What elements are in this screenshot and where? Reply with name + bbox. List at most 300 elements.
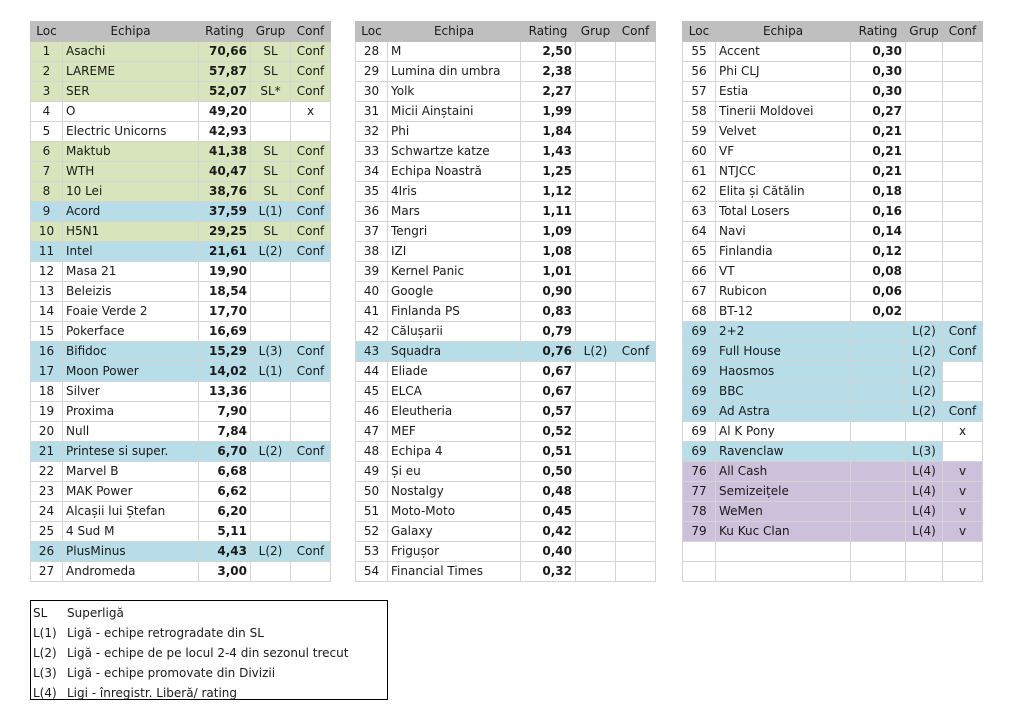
cell-loc[interactable]: 56 <box>683 62 716 82</box>
cell-team[interactable]: Estia <box>716 82 851 102</box>
cell-conf[interactable] <box>291 482 331 502</box>
cell-group[interactable] <box>576 102 616 122</box>
cell-loc[interactable]: 76 <box>683 462 716 482</box>
cell-team[interactable]: MAK Power <box>63 482 199 502</box>
cell-team[interactable]: Squadra <box>388 342 521 362</box>
cell-loc[interactable]: 57 <box>683 82 716 102</box>
cell-group[interactable] <box>906 542 943 562</box>
cell-rating[interactable]: 1,25 <box>521 162 576 182</box>
cell-group[interactable]: L(2) <box>906 382 943 402</box>
cell-team[interactable]: Și eu <box>388 462 521 482</box>
cell-team[interactable]: Financial Times <box>388 562 521 582</box>
cell-loc[interactable]: 2 <box>31 62 63 82</box>
cell-conf[interactable] <box>943 62 983 82</box>
cell-loc[interactable]: 31 <box>356 102 388 122</box>
cell-team[interactable]: Marvel B <box>63 462 199 482</box>
cell-group[interactable]: L(2) <box>906 402 943 422</box>
cell-conf[interactable] <box>616 362 656 382</box>
cell-loc[interactable]: 47 <box>356 422 388 442</box>
cell-conf[interactable]: Conf <box>291 182 331 202</box>
cell-conf[interactable] <box>616 542 656 562</box>
cell-loc[interactable]: 7 <box>31 162 63 182</box>
cell-team[interactable]: O <box>63 102 199 122</box>
cell-conf[interactable] <box>291 262 331 282</box>
cell-rating[interactable]: 14,02 <box>199 362 251 382</box>
cell-loc[interactable]: 39 <box>356 262 388 282</box>
cell-conf[interactable]: Conf <box>616 342 656 362</box>
cell-loc[interactable]: 17 <box>31 362 63 382</box>
cell-conf[interactable] <box>616 162 656 182</box>
cell-conf[interactable]: v <box>943 522 983 542</box>
cell-team[interactable]: Ravenclaw <box>716 442 851 462</box>
cell-rating[interactable]: 13,36 <box>199 382 251 402</box>
cell-group[interactable] <box>576 462 616 482</box>
cell-group[interactable] <box>906 102 943 122</box>
cell-loc[interactable]: 29 <box>356 62 388 82</box>
cell-conf[interactable] <box>943 382 983 402</box>
cell-rating[interactable] <box>851 442 906 462</box>
cell-group[interactable] <box>906 142 943 162</box>
cell-rating[interactable]: 0,52 <box>521 422 576 442</box>
cell-group[interactable] <box>576 262 616 282</box>
cell-group[interactable] <box>576 142 616 162</box>
cell-loc[interactable]: 14 <box>31 302 63 322</box>
cell-group[interactable] <box>251 562 291 582</box>
cell-team[interactable]: Rubicon <box>716 282 851 302</box>
cell-team[interactable]: Lumina din umbra <box>388 62 521 82</box>
cell-conf[interactable] <box>616 102 656 122</box>
cell-loc[interactable]: 77 <box>683 482 716 502</box>
cell-conf[interactable] <box>616 482 656 502</box>
cell-conf[interactable] <box>291 522 331 542</box>
header-conf[interactable]: Conf <box>291 22 331 42</box>
cell-conf[interactable] <box>943 42 983 62</box>
header-group[interactable]: Grup <box>251 22 291 42</box>
cell-conf[interactable] <box>291 402 331 422</box>
cell-conf[interactable]: Conf <box>291 362 331 382</box>
cell-loc[interactable]: 35 <box>356 182 388 202</box>
header-team[interactable]: Echipa <box>388 22 521 42</box>
cell-team[interactable]: Phi CLJ <box>716 62 851 82</box>
cell-rating[interactable] <box>851 522 906 542</box>
cell-rating[interactable]: 41,38 <box>199 142 251 162</box>
cell-team[interactable]: 4Iris <box>388 182 521 202</box>
cell-loc[interactable]: 10 <box>31 222 63 242</box>
cell-group[interactable]: SL <box>251 182 291 202</box>
cell-loc[interactable]: 50 <box>356 482 388 502</box>
cell-loc[interactable]: 69 <box>683 342 716 362</box>
cell-team[interactable]: Maktub <box>63 142 199 162</box>
cell-group[interactable] <box>251 382 291 402</box>
cell-rating[interactable]: 0,83 <box>521 302 576 322</box>
cell-group[interactable] <box>576 222 616 242</box>
cell-group[interactable] <box>576 182 616 202</box>
cell-group[interactable] <box>906 562 943 582</box>
cell-conf[interactable] <box>943 182 983 202</box>
cell-group[interactable] <box>576 202 616 222</box>
cell-rating[interactable]: 19,90 <box>199 262 251 282</box>
cell-conf[interactable]: Conf <box>943 322 983 342</box>
cell-group[interactable] <box>576 282 616 302</box>
cell-team[interactable]: Finlandia <box>716 242 851 262</box>
header-loc[interactable]: Loc <box>356 22 388 42</box>
cell-loc[interactable]: 37 <box>356 222 388 242</box>
cell-team[interactable]: Schwartze katze <box>388 142 521 162</box>
cell-rating[interactable]: 1,43 <box>521 142 576 162</box>
cell-loc[interactable]: 49 <box>356 462 388 482</box>
cell-team[interactable]: Yolk <box>388 82 521 102</box>
cell-loc[interactable]: 68 <box>683 302 716 322</box>
cell-conf[interactable] <box>616 262 656 282</box>
cell-loc[interactable]: 3 <box>31 82 63 102</box>
cell-group[interactable] <box>906 302 943 322</box>
cell-team[interactable]: Accent <box>716 42 851 62</box>
cell-rating[interactable]: 0,21 <box>851 162 906 182</box>
cell-team[interactable]: 2+2 <box>716 322 851 342</box>
cell-loc[interactable]: 13 <box>31 282 63 302</box>
cell-rating[interactable]: 0,50 <box>521 462 576 482</box>
cell-team[interactable]: Micii Ainștaini <box>388 102 521 122</box>
cell-loc[interactable]: 66 <box>683 262 716 282</box>
cell-team[interactable]: 4 Sud M <box>63 522 199 542</box>
cell-team[interactable]: Haosmos <box>716 362 851 382</box>
cell-conf[interactable]: Conf <box>291 242 331 262</box>
header-rating[interactable]: Rating <box>851 22 906 42</box>
cell-group[interactable] <box>576 322 616 342</box>
cell-loc[interactable]: 69 <box>683 382 716 402</box>
cell-loc[interactable]: 26 <box>31 542 63 562</box>
cell-rating[interactable]: 21,61 <box>199 242 251 262</box>
cell-rating[interactable] <box>851 502 906 522</box>
cell-rating[interactable]: 0,02 <box>851 302 906 322</box>
cell-rating[interactable]: 0,30 <box>851 82 906 102</box>
cell-loc[interactable]: 53 <box>356 542 388 562</box>
cell-group[interactable] <box>251 322 291 342</box>
cell-conf[interactable] <box>616 242 656 262</box>
cell-rating[interactable]: 2,50 <box>521 42 576 62</box>
cell-rating[interactable]: 0,76 <box>521 342 576 362</box>
cell-loc[interactable]: 69 <box>683 322 716 342</box>
cell-loc[interactable]: 51 <box>356 502 388 522</box>
cell-rating[interactable]: 0,48 <box>521 482 576 502</box>
cell-team[interactable]: Phi <box>388 122 521 142</box>
cell-rating[interactable]: 0,79 <box>521 322 576 342</box>
cell-conf[interactable] <box>943 102 983 122</box>
cell-loc[interactable]: 42 <box>356 322 388 342</box>
cell-group[interactable] <box>576 482 616 502</box>
cell-rating[interactable] <box>851 362 906 382</box>
cell-rating[interactable]: 0,21 <box>851 122 906 142</box>
cell-conf[interactable]: Conf <box>291 222 331 242</box>
cell-loc[interactable]: 16 <box>31 342 63 362</box>
header-loc[interactable]: Loc <box>683 22 716 42</box>
cell-rating[interactable]: 18,54 <box>199 282 251 302</box>
cell-group[interactable] <box>576 402 616 422</box>
cell-conf[interactable] <box>291 322 331 342</box>
cell-loc[interactable]: 25 <box>31 522 63 542</box>
cell-conf[interactable] <box>616 82 656 102</box>
cell-group[interactable] <box>906 262 943 282</box>
cell-group[interactable]: L(2) <box>251 442 291 462</box>
cell-team[interactable]: NTJCC <box>716 162 851 182</box>
cell-conf[interactable]: Conf <box>291 342 331 362</box>
cell-conf[interactable] <box>616 142 656 162</box>
cell-group[interactable]: L(2) <box>906 342 943 362</box>
cell-team[interactable]: Tengri <box>388 222 521 242</box>
cell-rating[interactable] <box>851 462 906 482</box>
cell-conf[interactable] <box>616 322 656 342</box>
cell-rating[interactable]: 38,76 <box>199 182 251 202</box>
cell-team[interactable]: Mars <box>388 202 521 222</box>
cell-group[interactable] <box>576 422 616 442</box>
cell-conf[interactable] <box>291 282 331 302</box>
cell-rating[interactable]: 0,12 <box>851 242 906 262</box>
cell-conf[interactable] <box>616 522 656 542</box>
cell-rating[interactable]: 0,42 <box>521 522 576 542</box>
cell-conf[interactable] <box>616 302 656 322</box>
cell-rating[interactable]: 57,87 <box>199 62 251 82</box>
cell-group[interactable]: SL <box>251 222 291 242</box>
cell-team[interactable]: Navi <box>716 222 851 242</box>
cell-loc[interactable]: 28 <box>356 42 388 62</box>
cell-rating[interactable]: 0,16 <box>851 202 906 222</box>
cell-team[interactable]: IZI <box>388 242 521 262</box>
cell-loc[interactable]: 15 <box>31 322 63 342</box>
cell-team[interactable]: Alcașii lui Ștefan <box>63 502 199 522</box>
cell-conf[interactable] <box>616 562 656 582</box>
cell-rating[interactable]: 1,11 <box>521 202 576 222</box>
cell-conf[interactable] <box>616 462 656 482</box>
cell-group[interactable] <box>576 562 616 582</box>
cell-team[interactable]: Eliade <box>388 362 521 382</box>
cell-rating[interactable]: 52,07 <box>199 82 251 102</box>
cell-conf[interactable] <box>943 82 983 102</box>
cell-group[interactable] <box>906 82 943 102</box>
cell-rating[interactable]: 0,32 <box>521 562 576 582</box>
cell-team[interactable]: Foaie Verde 2 <box>63 302 199 322</box>
cell-group[interactable] <box>906 182 943 202</box>
cell-rating[interactable] <box>851 402 906 422</box>
cell-conf[interactable]: v <box>943 502 983 522</box>
cell-conf[interactable]: Conf <box>291 162 331 182</box>
cell-loc[interactable]: 9 <box>31 202 63 222</box>
cell-conf[interactable] <box>291 302 331 322</box>
cell-conf[interactable]: Conf <box>291 142 331 162</box>
cell-group[interactable] <box>906 202 943 222</box>
cell-conf[interactable] <box>943 142 983 162</box>
cell-rating[interactable]: 0,45 <box>521 502 576 522</box>
cell-conf[interactable]: v <box>943 482 983 502</box>
cell-conf[interactable] <box>943 122 983 142</box>
cell-group[interactable]: L(2) <box>251 542 291 562</box>
cell-team[interactable]: Intel <box>63 242 199 262</box>
cell-conf[interactable] <box>616 422 656 442</box>
cell-loc[interactable]: 40 <box>356 282 388 302</box>
cell-conf[interactable] <box>291 122 331 142</box>
cell-group[interactable] <box>576 62 616 82</box>
cell-loc[interactable]: 27 <box>31 562 63 582</box>
cell-rating[interactable]: 1,08 <box>521 242 576 262</box>
cell-team[interactable]: Ad Astra <box>716 402 851 422</box>
cell-team[interactable]: Printese si super. <box>63 442 199 462</box>
cell-group[interactable] <box>251 302 291 322</box>
cell-conf[interactable] <box>943 162 983 182</box>
cell-team[interactable]: Null <box>63 422 199 442</box>
cell-rating[interactable]: 0,06 <box>851 282 906 302</box>
cell-group[interactable] <box>906 242 943 262</box>
cell-rating[interactable]: 0,08 <box>851 262 906 282</box>
cell-rating[interactable]: 49,20 <box>199 102 251 122</box>
cell-team[interactable]: Galaxy <box>388 522 521 542</box>
cell-conf[interactable]: x <box>943 422 983 442</box>
cell-loc[interactable]: 79 <box>683 522 716 542</box>
header-loc[interactable]: Loc <box>31 22 63 42</box>
cell-group[interactable] <box>906 162 943 182</box>
cell-team[interactable]: Eleutheria <box>388 402 521 422</box>
cell-rating[interactable]: 0,57 <box>521 402 576 422</box>
cell-conf[interactable] <box>616 402 656 422</box>
cell-group[interactable] <box>906 282 943 302</box>
cell-conf[interactable] <box>616 222 656 242</box>
cell-rating[interactable] <box>851 342 906 362</box>
header-conf[interactable]: Conf <box>616 22 656 42</box>
cell-group[interactable] <box>251 402 291 422</box>
cell-loc[interactable]: 5 <box>31 122 63 142</box>
cell-loc[interactable]: 18 <box>31 382 63 402</box>
cell-loc[interactable]: 24 <box>31 502 63 522</box>
cell-loc[interactable]: 62 <box>683 182 716 202</box>
cell-team[interactable]: Frigușor <box>388 542 521 562</box>
cell-team[interactable]: WTH <box>63 162 199 182</box>
cell-loc[interactable]: 46 <box>356 402 388 422</box>
cell-group[interactable]: SL <box>251 142 291 162</box>
cell-rating[interactable]: 70,66 <box>199 42 251 62</box>
cell-rating[interactable]: 1,84 <box>521 122 576 142</box>
cell-rating[interactable] <box>851 562 906 582</box>
cell-group[interactable]: L(1) <box>251 202 291 222</box>
cell-team[interactable]: Pokerface <box>63 322 199 342</box>
cell-loc[interactable]: 60 <box>683 142 716 162</box>
cell-team[interactable]: Ku Kuc Clan <box>716 522 851 542</box>
cell-group[interactable] <box>906 422 943 442</box>
cell-conf[interactable]: x <box>291 102 331 122</box>
cell-team[interactable] <box>716 542 851 562</box>
cell-group[interactable] <box>906 222 943 242</box>
cell-team[interactable]: LAREME <box>63 62 199 82</box>
cell-group[interactable] <box>906 62 943 82</box>
cell-team[interactable]: Bifidoc <box>63 342 199 362</box>
cell-group[interactable] <box>576 42 616 62</box>
cell-team[interactable]: Nostalgy <box>388 482 521 502</box>
cell-conf[interactable] <box>943 442 983 462</box>
cell-conf[interactable] <box>616 382 656 402</box>
header-team[interactable]: Echipa <box>716 22 851 42</box>
cell-conf[interactable] <box>943 362 983 382</box>
cell-team[interactable]: Silver <box>63 382 199 402</box>
cell-rating[interactable]: 0,40 <box>521 542 576 562</box>
cell-team[interactable]: WeMen <box>716 502 851 522</box>
cell-group[interactable] <box>576 242 616 262</box>
cell-team[interactable]: Full House <box>716 342 851 362</box>
cell-rating[interactable]: 5,11 <box>199 522 251 542</box>
cell-team[interactable]: Masa 21 <box>63 262 199 282</box>
cell-rating[interactable]: 42,93 <box>199 122 251 142</box>
cell-group[interactable] <box>576 82 616 102</box>
cell-group[interactable] <box>906 42 943 62</box>
cell-loc[interactable]: 32 <box>356 122 388 142</box>
cell-loc[interactable]: 67 <box>683 282 716 302</box>
cell-rating[interactable]: 0,67 <box>521 382 576 402</box>
cell-loc[interactable]: 38 <box>356 242 388 262</box>
cell-rating[interactable]: 7,90 <box>199 402 251 422</box>
cell-conf[interactable]: Conf <box>291 62 331 82</box>
cell-team[interactable]: Echipa Noastră <box>388 162 521 182</box>
cell-loc[interactable]: 69 <box>683 402 716 422</box>
cell-rating[interactable] <box>851 542 906 562</box>
cell-rating[interactable] <box>851 322 906 342</box>
cell-rating[interactable]: 16,69 <box>199 322 251 342</box>
cell-group[interactable] <box>251 522 291 542</box>
cell-loc[interactable]: 4 <box>31 102 63 122</box>
header-conf[interactable]: Conf <box>943 22 983 42</box>
cell-loc[interactable]: 63 <box>683 202 716 222</box>
cell-conf[interactable] <box>616 62 656 82</box>
cell-team[interactable]: Kernel Panic <box>388 262 521 282</box>
cell-loc[interactable]: 33 <box>356 142 388 162</box>
cell-group[interactable]: L(3) <box>906 442 943 462</box>
cell-conf[interactable]: Conf <box>291 42 331 62</box>
cell-conf[interactable]: Conf <box>291 442 331 462</box>
cell-group[interactable]: L(2) <box>251 242 291 262</box>
cell-conf[interactable]: Conf <box>291 542 331 562</box>
cell-team[interactable]: PlusMinus <box>63 542 199 562</box>
cell-team[interactable]: ELCA <box>388 382 521 402</box>
cell-team[interactable]: Călușarii <box>388 322 521 342</box>
cell-group[interactable]: L(3) <box>251 342 291 362</box>
cell-rating[interactable]: 2,38 <box>521 62 576 82</box>
cell-group[interactable] <box>906 122 943 142</box>
cell-rating[interactable]: 1,12 <box>521 182 576 202</box>
cell-group[interactable]: L(4) <box>906 502 943 522</box>
cell-rating[interactable]: 0,30 <box>851 62 906 82</box>
cell-team[interactable]: H5N1 <box>63 222 199 242</box>
cell-conf[interactable] <box>616 202 656 222</box>
cell-rating[interactable]: 0,21 <box>851 142 906 162</box>
cell-rating[interactable]: 7,84 <box>199 422 251 442</box>
cell-group[interactable] <box>251 262 291 282</box>
cell-rating[interactable] <box>851 422 906 442</box>
cell-team[interactable]: Tinerii Moldovei <box>716 102 851 122</box>
cell-rating[interactable]: 6,62 <box>199 482 251 502</box>
cell-loc[interactable]: 61 <box>683 162 716 182</box>
cell-team[interactable]: Al K Pony <box>716 422 851 442</box>
cell-rating[interactable]: 4,43 <box>199 542 251 562</box>
header-team[interactable]: Echipa <box>63 22 199 42</box>
cell-conf[interactable] <box>291 562 331 582</box>
cell-rating[interactable]: 37,59 <box>199 202 251 222</box>
cell-group[interactable] <box>251 462 291 482</box>
cell-loc[interactable]: 34 <box>356 162 388 182</box>
cell-team[interactable]: Total Losers <box>716 202 851 222</box>
cell-group[interactable]: L(4) <box>906 482 943 502</box>
cell-loc[interactable]: 22 <box>31 462 63 482</box>
cell-rating[interactable]: 0,18 <box>851 182 906 202</box>
cell-rating[interactable]: 3,00 <box>199 562 251 582</box>
header-group[interactable]: Grup <box>906 22 943 42</box>
cell-group[interactable] <box>576 302 616 322</box>
cell-team[interactable] <box>716 562 851 582</box>
cell-team[interactable]: Moon Power <box>63 362 199 382</box>
